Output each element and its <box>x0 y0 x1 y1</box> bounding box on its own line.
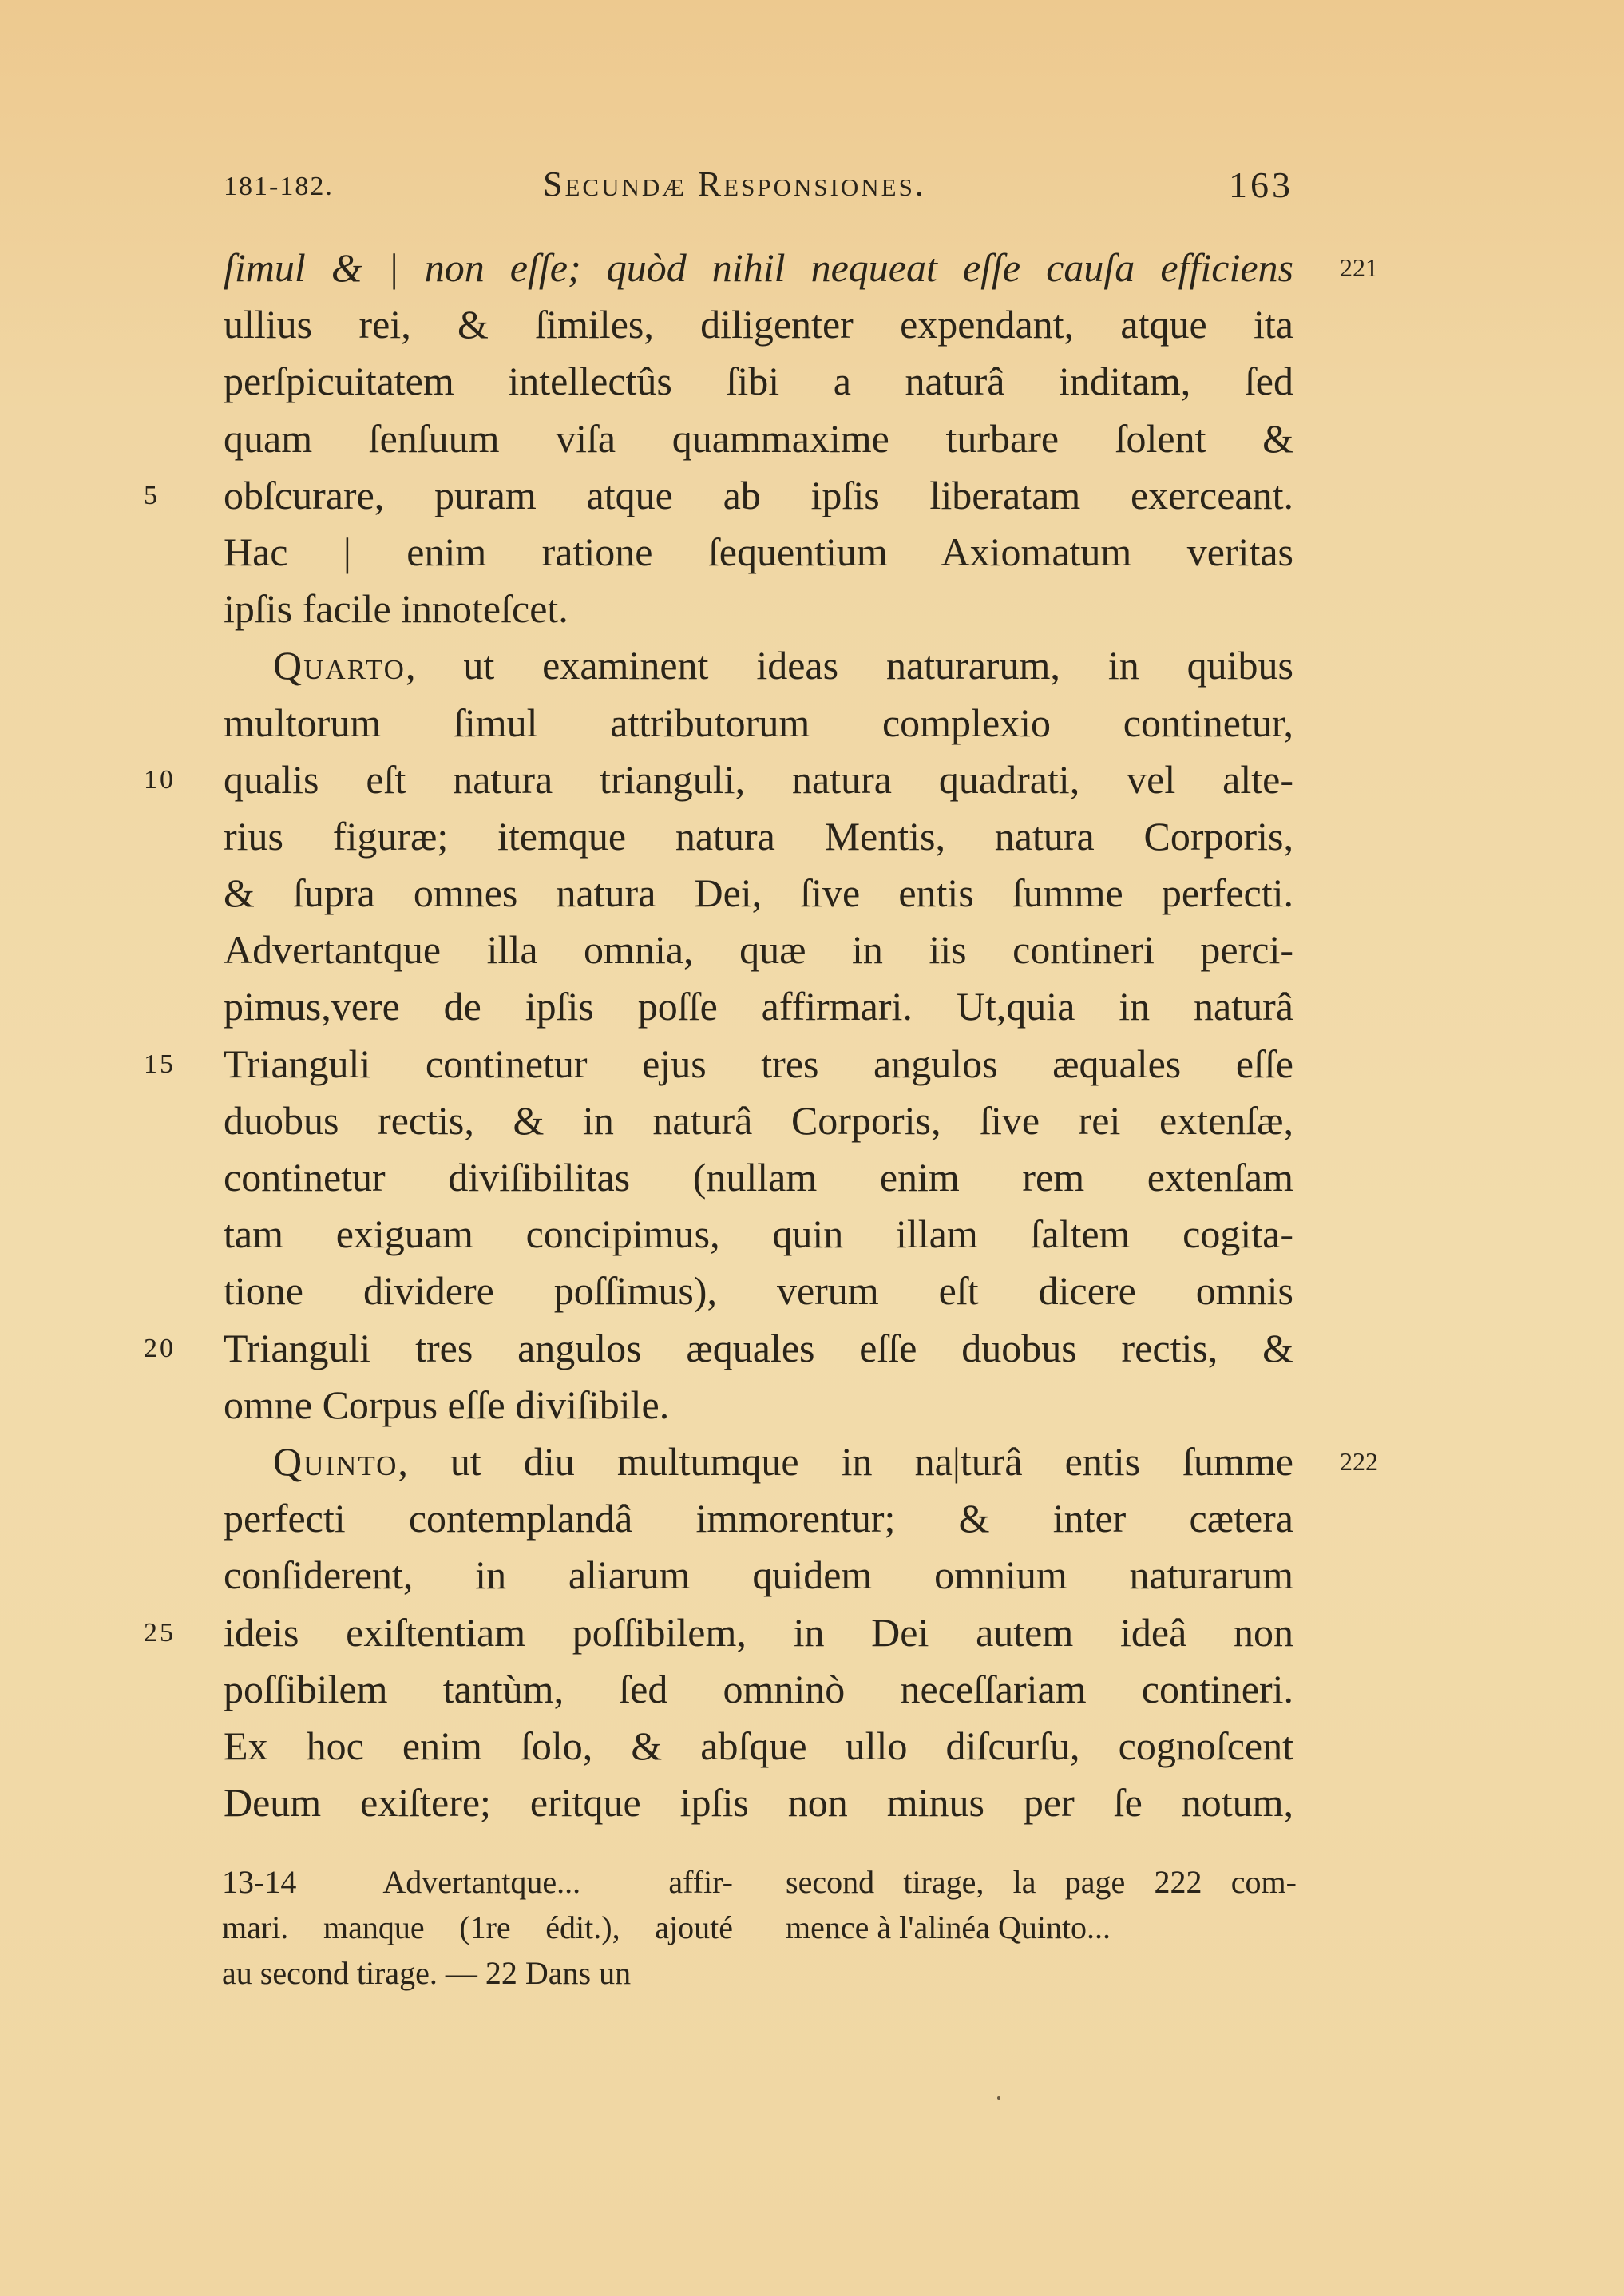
line-text: perfecti contemplandâ immorentur; & inter cætera <box>224 1496 1293 1541</box>
line-text: Advertantque illa omnia, quæ in iis contineri perci- <box>224 927 1293 973</box>
line-text: pimus,vere de ipſis poſſe affirmari. Ut,quia in naturâ <box>224 984 1293 1029</box>
running-head <box>224 164 1293 212</box>
text-line <box>144 1036 1293 1092</box>
text-line <box>224 581 1293 637</box>
line-text: Trianguli tres angulos æquales eſſe duobus rectis, & <box>224 1325 1293 1370</box>
text-line <box>224 1377 1293 1434</box>
text-line <box>144 751 1293 808</box>
text-line <box>224 865 1293 922</box>
text-line <box>224 1661 1293 1718</box>
text-line <box>224 808 1293 865</box>
text-line <box>224 1775 1293 1831</box>
line-text: qualis eſt natura trianguli, natura quadrati, vel alte- <box>224 756 1293 802</box>
line-text: omne Corpus eſſe diviſibile. <box>224 1382 670 1427</box>
line-text: duobus rectis, & in naturâ Corporis, ſive rei extenſæ, <box>224 1097 1293 1143</box>
line-text: quam ſenſuum viſa quammaxime turbare ſolent & <box>224 415 1293 461</box>
text-line <box>224 1718 1293 1775</box>
header-page-number: 163 <box>1229 165 1293 205</box>
text-line <box>224 695 1293 751</box>
print-speck <box>997 2096 1000 2100</box>
line-text: tione dividere poſſimus), verum eſt dicere omnis <box>224 1268 1293 1314</box>
text-line <box>224 296 1293 353</box>
footnote-line: mari. manque (1re édit.), ajouté <box>222 1909 733 1945</box>
line-text: & ſupra omnes natura Dei, ſive entis ſumme perfecti. <box>224 870 1293 916</box>
text-line <box>144 1604 1293 1661</box>
footnote-line: 13-14 Advertantque... affir- <box>222 1864 733 1900</box>
paragraph-lead-word: Quarto <box>273 643 406 688</box>
text-line <box>224 1149 1293 1206</box>
text-line <box>224 410 1293 467</box>
text-line <box>224 922 1293 978</box>
line-text: Hac | enim ratione ſequentium Axiomatum veritas <box>224 529 1293 574</box>
line-number: 10 <box>144 764 176 795</box>
text-line <box>224 240 1378 296</box>
line-text: conſiderent, in aliarum quidem omnium naturarum <box>224 1552 1293 1598</box>
line-number: 25 <box>144 1617 176 1648</box>
paragraph-lead-word: Quinto <box>273 1438 398 1484</box>
text-line <box>224 353 1293 410</box>
footnote-line: second tirage, la page 222 com- <box>786 1864 1297 1900</box>
line-text: continetur diviſibilitas (nullam enim rem extenſam <box>224 1155 1293 1200</box>
line-number: 20 <box>144 1333 176 1363</box>
line-text: perſpicuitatem intellectûs ſibi a naturâ inditam, ſed <box>224 359 1293 404</box>
text-line <box>224 978 1293 1035</box>
body-text <box>144 240 1378 1831</box>
header-title: Secundæ Responsiones. <box>543 165 926 204</box>
line-text: poſſibilem tantùm, ſed omninò neceſſariam contineri. <box>224 1666 1293 1711</box>
line-text: tam exiguam concipimus, quin illam ſaltem cogita- <box>224 1211 1293 1257</box>
line-number: 15 <box>144 1049 176 1079</box>
line-text: Deum exiſtere; eritque ipſis non minus per ſe notum, <box>224 1780 1293 1826</box>
text-line <box>144 1320 1293 1377</box>
text-line <box>144 467 1293 524</box>
line-text: ullius rei, & ſimiles, diligenter expendant, atque ita <box>224 302 1293 347</box>
line-text: multorum ſimul attributorum complexio continetur, <box>224 700 1293 745</box>
line-text: ſimul & | non eſſe; quòd nihil nequeat eſſe cauſa efficiens <box>224 245 1293 290</box>
line-text: obſcurare, puram atque ab ipſis liberatam exerceant. <box>224 472 1293 517</box>
edition-page-marker: 221 <box>1340 253 1378 282</box>
text-line <box>224 524 1293 581</box>
line-text: ipſis facile innoteſcet. <box>224 586 568 632</box>
header-section-range: 181-182. <box>224 172 334 201</box>
text-line <box>224 1092 1293 1149</box>
line-text: Trianguli continetur ejus tres angulos æquales eſſe <box>224 1041 1293 1086</box>
footnote-line: mence à l'alinéa Quinto... <box>786 1909 1111 1945</box>
line-text: Ex hoc enim ſolo, & abſque ullo diſcurſu, cognoſcent <box>224 1723 1293 1768</box>
text-line <box>224 637 1293 694</box>
line-text: rius figuræ; itemque natura Mentis, natura Corporis, <box>224 813 1293 859</box>
text-line <box>224 1547 1293 1604</box>
text-line <box>224 1434 1378 1490</box>
text-line <box>224 1206 1293 1263</box>
line-text: , ut diu multumque in na|turâ entis ſumme <box>398 1438 1293 1484</box>
footnote-column-left <box>222 1859 733 1996</box>
line-text: , ut examinent ideas naturarum, in quibus <box>405 643 1293 688</box>
edition-page-marker: 222 <box>1340 1446 1378 1476</box>
text-line <box>224 1490 1293 1547</box>
footnote-column-right <box>786 1859 1297 1950</box>
text-line <box>224 1263 1293 1319</box>
line-number: 5 <box>144 480 160 510</box>
footnote-line: au second tirage. — 22 Dans un <box>222 1955 632 1991</box>
line-text: ideis exiſtentiam poſſibilem, in Dei autem ideâ non <box>224 1609 1293 1655</box>
